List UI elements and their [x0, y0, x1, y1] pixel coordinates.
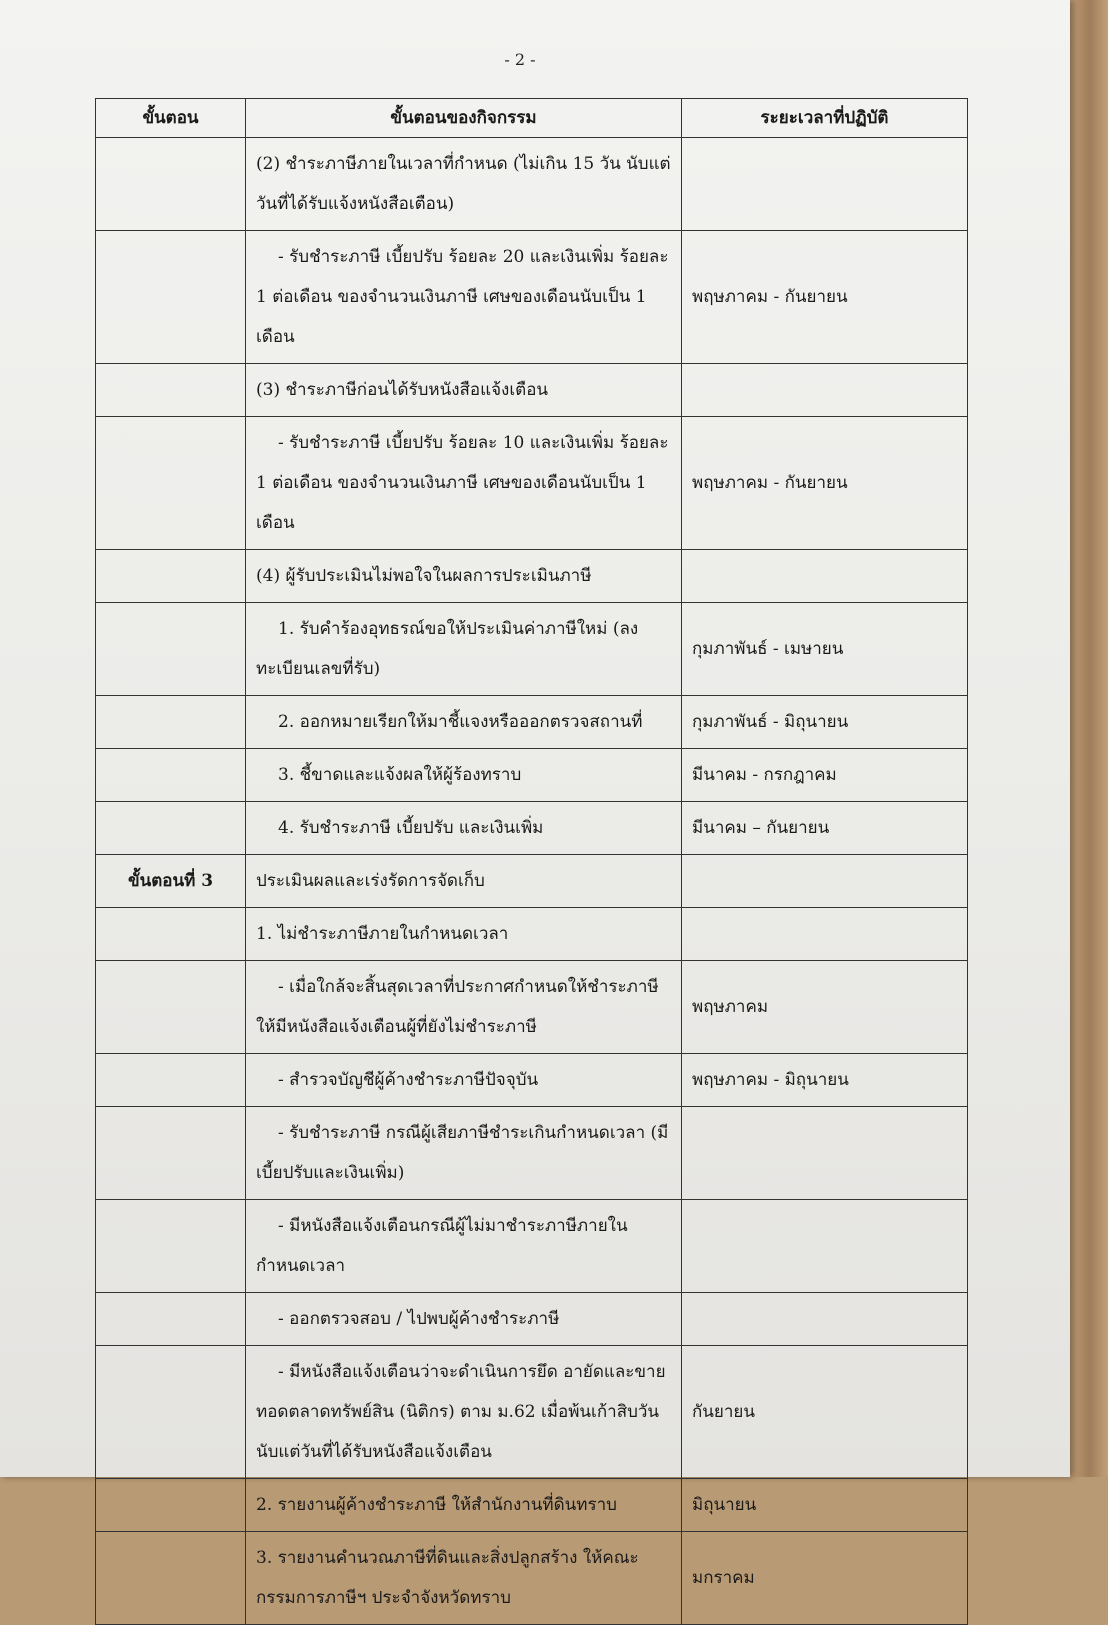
header-step: ขั้นตอน: [96, 99, 246, 138]
activity-cell: 3. รายงานคำนวณภาษีที่ดินและสิ่งปลูกสร้าง ให้คณะกรรมการภาษีฯ ประจำจังหวัดทราบ: [246, 1532, 682, 1625]
activity-cell: - ออกตรวจสอบ / ไปพบผู้ค้างชำระภาษี: [246, 1293, 682, 1346]
table-row: [96, 1200, 968, 1293]
step-cell: [96, 696, 246, 749]
step-cell: [96, 1479, 246, 1532]
period-cell: มีนาคม – กันยายน: [682, 802, 968, 855]
period-cell: พฤษภาคม: [682, 961, 968, 1054]
step-cell: [96, 1054, 246, 1107]
activity-cell: - รับชำระภาษี เบี้ยปรับ ร้อยละ 20 และเงินเพิ่ม ร้อยละ 1 ต่อเดือน ของจำนวนเงินภาษี เศษของเดือนนับเป็น 1 เดือน: [246, 231, 682, 364]
activity-cell: - เมื่อใกล้จะสิ้นสุดเวลาที่ประกาศกำหนดให้ชำระภาษี ให้มีหนังสือแจ้งเตือนผู้ที่ยังไม่ชำระภาษี: [246, 961, 682, 1054]
step-cell: [96, 802, 246, 855]
table-row: [96, 1054, 968, 1107]
table-row: [96, 749, 968, 802]
activity-cell: ประเมินผลและเร่งรัดการจัดเก็บ: [246, 855, 682, 908]
period-cell: [682, 855, 968, 908]
period-cell: [682, 364, 968, 417]
table-row: [96, 1346, 968, 1479]
activity-cell: 2. รายงานผู้ค้างชำระภาษี ให้สำนักงานที่ดินทราบ: [246, 1479, 682, 1532]
step-cell: [96, 749, 246, 802]
activity-cell: (3) ชำระภาษีก่อนได้รับหนังสือแจ้งเตือน: [246, 364, 682, 417]
activity-cell: (2) ชำระภาษีภายในเวลาที่กำหนด (ไม่เกิน 15 วัน นับแต่วันที่ได้รับแจ้งหนังสือเตือน): [246, 138, 682, 231]
table-row: [96, 802, 968, 855]
step-cell: [96, 364, 246, 417]
table-row: [96, 603, 968, 696]
step-cell: [96, 961, 246, 1054]
period-cell: [682, 1293, 968, 1346]
period-cell: พฤษภาคม - กันยายน: [682, 417, 968, 550]
activity-cell: 3. ชี้ขาดและแจ้งผลให้ผู้ร้องทราบ: [246, 749, 682, 802]
activity-cell: 2. ออกหมายเรียกให้มาชี้แจงหรือออกตรวจสถานที่: [246, 696, 682, 749]
table-header-row: [96, 99, 968, 138]
activity-cell: - มีหนังสือแจ้งเตือนว่าจะดำเนินการยึด อายัดและขายทอดตลาดทรัพย์สิน (นิติกร) ตาม ม.62 เมื่อพ้นเก้าสิบวันนับแต่วันที่ได้รับหนังสือแจ้งเตือน: [246, 1346, 682, 1479]
period-cell: [682, 1107, 968, 1200]
step-cell: [96, 417, 246, 550]
activity-cell: - รับชำระภาษี กรณีผู้เสียภาษีชำระเกินกำหนดเวลา (มีเบี้ยปรับและเงินเพิ่ม): [246, 1107, 682, 1200]
table-row: [96, 550, 968, 603]
period-cell: กุมภาพันธ์ - เมษายน: [682, 603, 968, 696]
step-cell: [96, 603, 246, 696]
period-cell: พฤษภาคม - กันยายน: [682, 231, 968, 364]
period-cell: มกราคม: [682, 1532, 968, 1625]
activity-cell: (4) ผู้รับประเมินไม่พอใจในผลการประเมินภาษี: [246, 550, 682, 603]
period-cell: มีนาคม - กรกฎาคม: [682, 749, 968, 802]
table-row: [96, 1107, 968, 1200]
period-cell: กันยายน: [682, 1346, 968, 1479]
table-row: [96, 961, 968, 1054]
step-cell: [96, 1293, 246, 1346]
activity-cell: 1. ไม่ชำระภาษีภายในกำหนดเวลา: [246, 908, 682, 961]
step-cell: [96, 231, 246, 364]
activity-cell: - สำรวจบัญชีผู้ค้างชำระภาษีปัจจุบัน: [246, 1054, 682, 1107]
step-cell: [96, 138, 246, 231]
table-row: [96, 138, 968, 231]
activity-cell: 1. รับคำร้องอุทธรณ์ขอให้ประเมินค่าภาษีใหม่ (ลงทะเบียนเลขที่รับ): [246, 603, 682, 696]
activity-cell: 4. รับชำระภาษี เบี้ยปรับ และเงินเพิ่ม: [246, 802, 682, 855]
header-activity: ขั้นตอนของกิจกรรม: [246, 99, 682, 138]
period-cell: [682, 550, 968, 603]
table-row: [96, 364, 968, 417]
table-row: [96, 417, 968, 550]
page-number: - 2 -: [504, 50, 536, 69]
step-cell: [96, 1532, 246, 1625]
step-cell: [96, 1346, 246, 1479]
table-row: [96, 1293, 968, 1346]
activity-cell: - รับชำระภาษี เบี้ยปรับ ร้อยละ 10 และเงินเพิ่ม ร้อยละ 1 ต่อเดือน ของจำนวนเงินภาษี เศษของเดือนนับเป็น 1 เดือน: [246, 417, 682, 550]
step-cell: [96, 1107, 246, 1200]
table-row: [96, 1532, 968, 1625]
period-cell: [682, 908, 968, 961]
activity-table: [95, 98, 968, 1625]
step-cell: [96, 908, 246, 961]
period-cell: พฤษภาคม - มิถุนายน: [682, 1054, 968, 1107]
table-row: [96, 855, 968, 908]
table-row: [96, 908, 968, 961]
period-cell: [682, 1200, 968, 1293]
header-period: ระยะเวลาที่ปฏิบัติ: [682, 99, 968, 138]
period-cell: [682, 138, 968, 231]
table-row: [96, 696, 968, 749]
step-cell: ขั้นตอนที่ 3: [96, 855, 246, 908]
table-row: [96, 231, 968, 364]
step-cell: [96, 550, 246, 603]
period-cell: กุมภาพันธ์ - มิถุนายน: [682, 696, 968, 749]
period-cell: มิถุนายน: [682, 1479, 968, 1532]
step-cell: [96, 1200, 246, 1293]
activity-cell: - มีหนังสือแจ้งเตือนกรณีผู้ไม่มาชำระภาษีภายในกำหนดเวลา: [246, 1200, 682, 1293]
table-row: [96, 1479, 968, 1532]
